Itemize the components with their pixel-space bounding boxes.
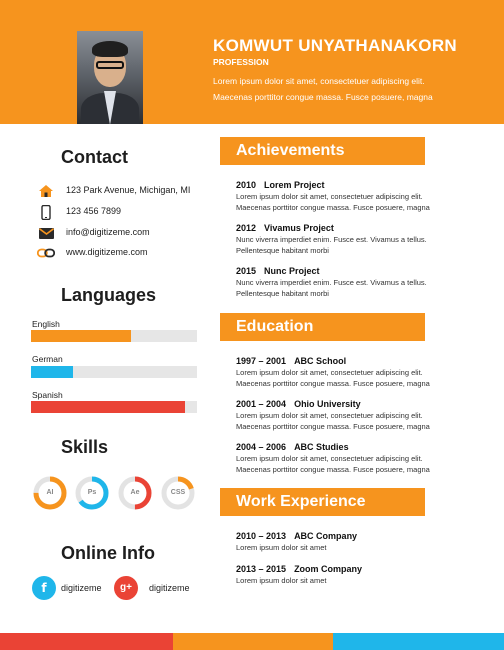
footer-stripe-orange [173,633,333,650]
language-fill [31,401,185,413]
work-experience-heading: Work Experience [220,488,425,516]
online-info-title: Online Info [61,543,155,563]
work-desc: Lorem ipsum dolor sit amet [236,543,327,552]
contact-website-text: www.digitizeme.com [66,247,148,257]
achievement-title: 2015 Nunc Project [236,266,320,276]
achievement-title: 2012 Vivamus Project [236,223,334,233]
education-desc: Lorem ipsum dolor sit amet, consectetuer adipiscing elit. Maecenas porttitor congue massa. Fusce posuere, magna [236,368,430,388]
facebook-handle[interactable]: digitizeme [61,583,102,593]
footer-stripe-blue [333,633,504,650]
contact-email-text: info@digitizeme.com [66,227,150,237]
intro-line: Lorem ipsum dolor sit amet, consectetuer adipiscing elit. [213,76,425,86]
language-bar-english [31,330,197,342]
skill-label: Ps [87,489,97,496]
skill-label: CSS [170,489,186,496]
intro-text [213,73,498,105]
footer-stripe-red [0,633,173,650]
contact-title: Contact [61,147,128,167]
profile-photo [77,31,143,124]
facebook-icon[interactable]: f [32,576,56,600]
phone-icon [37,204,55,220]
education-title: 2004 – 2006 ABC Studies [236,442,349,452]
contact-address-text: 123 Park Avenue, Michigan, MI [66,185,191,195]
work-title: 2010 – 2013 ABC Company [236,531,358,541]
work-desc: Lorem ipsum dolor sit amet [236,576,327,585]
skill-ring-ps [75,476,109,510]
language-bar-german [31,366,197,378]
achievements-heading: Achievements [220,137,425,165]
contact-website [37,245,148,261]
skill-label: AI [46,489,54,496]
skills-title: Skills [61,437,109,457]
skill-ring-ae [118,476,152,510]
language-label: Spanish [32,390,63,400]
home-icon [37,183,55,199]
contact-phone [37,204,122,220]
contact-email [37,225,150,241]
achievement-desc: Nunc viverra imperdiet enim. Fusce est. Vivamus a tellus. Pellentesque habitant morbi [236,235,427,255]
intro-line: Maecenas porttitor congue massa. Fusce posuere, magna [213,92,433,102]
education-desc: Lorem ipsum dolor sit amet, consectetuer adipiscing elit. Maecenas porttitor congue massa. Fusce posuere, magna [236,454,430,474]
languages-title: Languages [61,285,157,305]
work-title: 2013 – 2015 Zoom Company [236,564,363,574]
achievement-desc: Lorem ipsum dolor sit amet, consectetuer adipiscing elit. Maecenas porttitor congue massa. Fusce posuere, magna [236,192,430,212]
education-desc: Lorem ipsum dolor sit amet, consectetuer adipiscing elit. Maecenas porttitor congue massa. Fusce posuere, magna [236,411,430,431]
mail-icon [37,225,55,241]
person-name: KOMWUT UNYATHANAKORN [213,36,457,55]
link-icon [37,245,55,261]
googleplus-icon[interactable]: g+ [114,576,138,600]
achievement-desc: Nunc viverra imperdiet enim. Fusce est. Vivamus a tellus. Pellentesque habitant morbi [236,278,427,298]
language-fill [31,366,73,378]
language-label: German [32,354,63,364]
achievement-title: 2010 Lorem Project [236,180,325,190]
profession-label: PROFESSION [213,57,269,67]
contact-address [37,183,191,199]
skill-ring-ai [33,476,67,510]
language-fill [31,330,131,342]
education-heading: Education [220,313,425,341]
education-title: 2001 – 2004 Ohio University [236,399,361,409]
header-banner [0,0,504,124]
googleplus-handle[interactable]: digitizeme [149,583,190,593]
skill-label: Ae [130,489,140,496]
education-title: 1997 – 2001 ABC School [236,356,347,366]
language-bar-spanish [31,401,197,413]
contact-phone-text: 123 456 7899 [66,206,122,216]
language-label: English [32,319,60,329]
skill-ring-css [161,476,195,510]
